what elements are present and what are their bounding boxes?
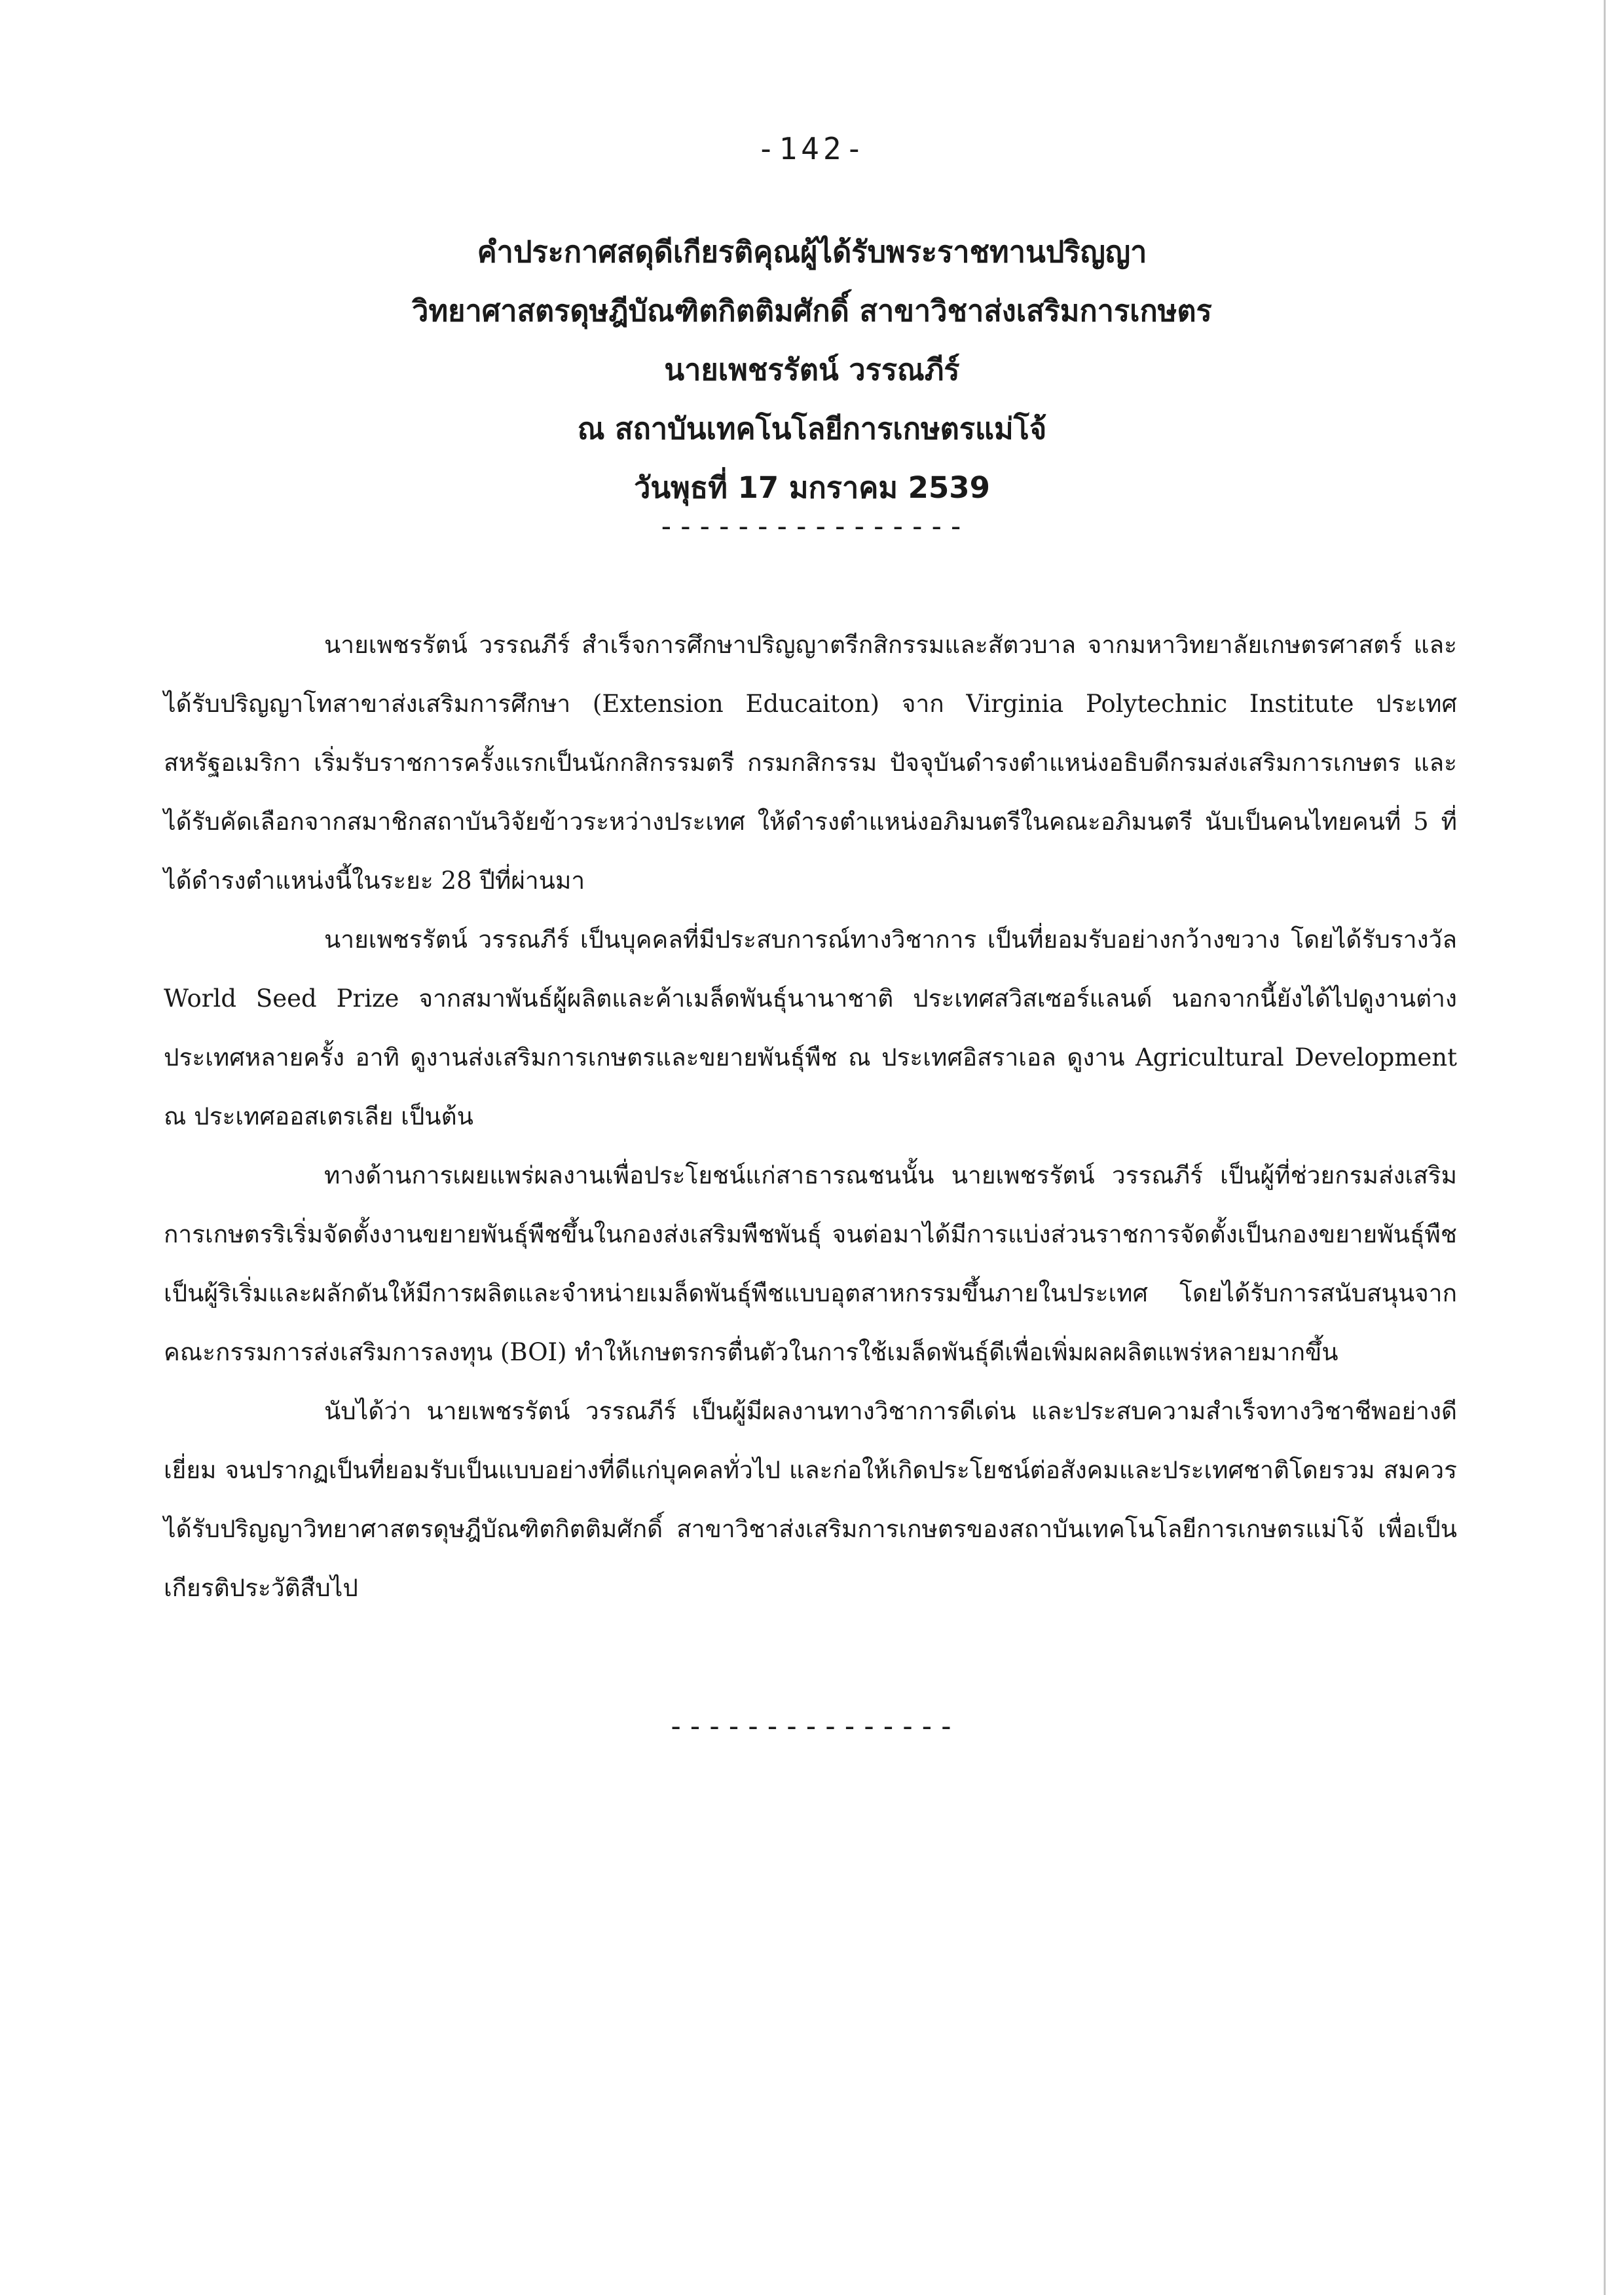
page-number: -142-: [756, 131, 868, 166]
paragraph-awards: นายเพชรรัตน์ วรรณภีร์ เป็นบุคคลที่มีประสบการณ์ทางวิชาการ เป็นที่ยอมรับอย่างกว้างขวาง โดยได้รับรางวัล World Seed Prize จากสมาพันธ์ผู้ผลิตและค้าเมล็ดพันธุ์นานาชาติ ประเทศสวิสเซอร์แลนด์ นอกจากนี้ยังได้ไปดูงานต่างประเทศหลายครั้ง อาทิ ดูงานส่งเสริมการเกษตรและขยายพันธุ์พืช ณ ประเทศอิสราเอล ดูงาน Agricultural Development ณ ประเทศออสเตรเลีย เป็นต้น: [164, 925, 1457, 1130]
citation-heading: [157, 223, 1467, 517]
paragraph-conclusion: นับได้ว่า นายเพชรรัตน์ วรรณภีร์ เป็นผู้มีผลงานทางวิชาการดีเด่น และประสบความสำเร็จทางวิชาชีพอย่างดีเยี่ยม จนปรากฏเป็นที่ยอมรับเป็นแบบอย่างที่ดีแก่บุคคลทั่วไป และก่อให้เกิดประโยชน์ต่อสังคมและประเทศชาติโดยรวม สมควรได้รับปริญญาวิทยาศาสตรดุษฎีบัณฑิตกิตติมศักดิ์ สาขาวิชาส่งเสริมการเกษตรของสถาบันเทคโนโลยีการเกษตรแม่โจ้ เพื่อเป็นเกียรติประวัติสืบไป: [164, 1397, 1457, 1602]
heading-title: คำประกาศสดุดีเกียรติคุณผู้ได้รับพระราชทานปริญญา: [477, 234, 1147, 269]
paragraph-public-work: ทางด้านการเผยแพร่ผลงานเพื่อประโยชน์แก่สาธารณชนนั้น นายเพชรรัตน์ วรรณภีร์ เป็นผู้ที่ช่วยกรมส่งเสริมการเกษตรริเริ่มจัดตั้งงานขยายพันธุ์พืชขึ้นในกองส่งเสริมพืชพันธุ์ จนต่อมาได้มีการแบ่งส่วนราชการจัดตั้งเป็นกองขยายพันธุ์พืช เป็นผู้ริเริ่มและผลักดันให้มีการผลิตและจำหน่ายเมล็ดพันธุ์พืชแบบอุตสาหกรรมขึ้นภายในประเทศ โดยได้รับการสนับสนุนจากคณะกรรมการส่งเสริมการลงทุน (BOI) ทำให้เกษตรกรตื่นตัวในการใช้เมล็ดพันธุ์ดีเพื่อเพิ่มผลผลิตแพร่หลายมากขึ้น: [164, 1161, 1457, 1366]
heading-degree: วิทยาศาสตรดุษฎีบัณฑิตกิตติมศักดิ์ สาขาวิชาส่งเสริมการเกษตร: [412, 293, 1212, 328]
page-edge-line: [1604, 0, 1606, 2295]
heading-date: วันพุธที่ 17 มกราคม 2539: [634, 470, 990, 505]
paragraph-education-career: นายเพชรรัตน์ วรรณภีร์ สำเร็จการศึกษาปริญญาตรีกสิกรรมและสัตวบาล จากมหาวิทยาลัยเกษตรศาสตร์ และได้รับปริญญาโทสาขาส่งเสริมการศึกษา (Extension Educaiton) จาก Virginia Polytechnic Institute ประเทศสหรัฐอเมริกา เริ่มรับราชการครั้งแรกเป็นนักกสิกรรมตรี กรมกสิกรรม ปัจจุบันดำรงตำแหน่งอธิบดีกรมส่งเสริมการเกษตร และได้รับคัดเลือกจากสมาชิกสถาบันวิจัยข้าวระหว่างประเทศ ให้ดำรงตำแหน่งอภิมนตรีในคณะอภิมนตรี นับเป็นคนไทยคนที่ 5 ที่ได้ดำรงตำแหน่งนี้ในระยะ 28 ปีที่ผ่านมา: [164, 631, 1457, 895]
heading-divider: ----------------: [657, 510, 967, 543]
heading-recipient-name: นายเพชรรัตน์ วรรณภีร์: [664, 352, 960, 387]
closing-divider: ---------------: [667, 1709, 957, 1743]
citation-body: [164, 616, 1457, 1618]
heading-institution: ณ สถาบันเทคโนโลยีการเกษตรแม่โจ้: [577, 411, 1047, 446]
